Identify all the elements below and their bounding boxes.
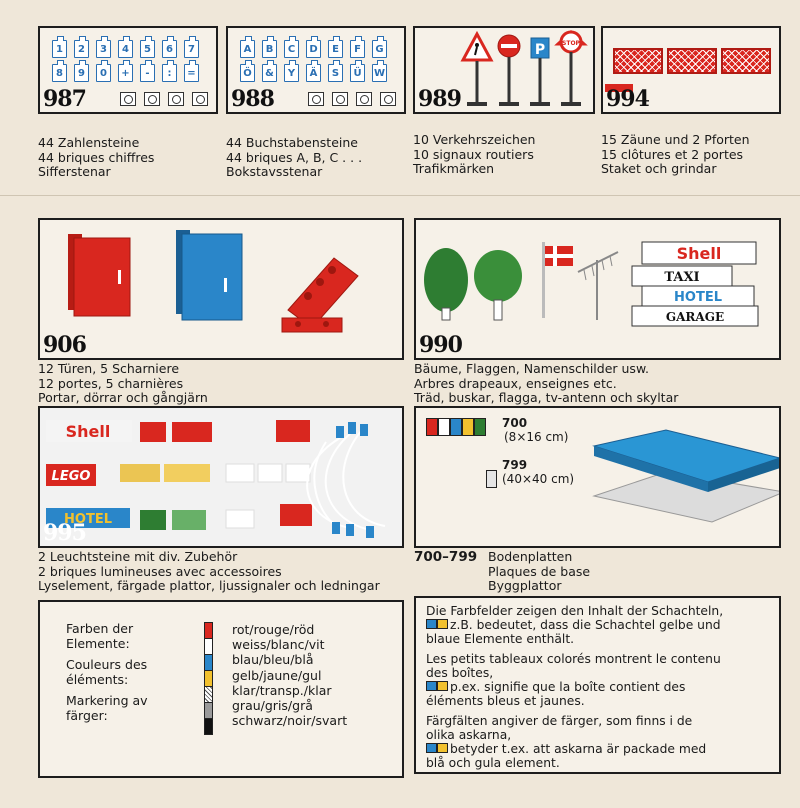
caption-line: 10 signaux routiers	[413, 146, 534, 162]
digit-brick: 1	[52, 40, 67, 58]
caption-line: 15 Zäune und 2 Pforten	[601, 132, 750, 147]
white-brick	[144, 92, 160, 106]
caption-line: Sifferstenar	[38, 164, 111, 179]
stop-label: STOP	[562, 40, 580, 47]
blue-yellow-swatch-icon	[437, 681, 448, 691]
parking-label: P	[534, 42, 546, 58]
red-door-icon	[68, 234, 130, 316]
swatch-red	[204, 622, 213, 639]
fence-piece	[667, 48, 717, 74]
swatch-clear	[204, 687, 213, 703]
hinge-icon	[282, 258, 358, 332]
digit-brick: 6	[162, 40, 177, 58]
product-number-995: 995	[43, 520, 86, 546]
letter-brick: D	[306, 40, 321, 58]
plate-799-label: 799	[502, 458, 528, 472]
letter-brick: B	[262, 40, 277, 58]
legend-swatch-column	[204, 622, 213, 735]
digit-brick: 8	[52, 64, 67, 82]
product-906-box	[38, 218, 404, 360]
product-994-box	[601, 26, 781, 114]
color-name: gelb/jaune/gul	[232, 667, 322, 683]
color-name: schwarz/noir/svart	[232, 713, 348, 729]
digit-brick: 9	[74, 64, 89, 82]
legend-color-names	[232, 622, 347, 728]
no-entry-sign-icon	[498, 35, 520, 103]
caption-line: Plaques de base	[488, 563, 591, 579]
letter-brick: C	[284, 40, 299, 58]
pedestrian-sign-icon	[463, 34, 491, 103]
white-brick	[192, 92, 208, 106]
caption-990	[414, 362, 678, 406]
swatch-yellow	[204, 671, 213, 687]
white-brick	[308, 92, 324, 106]
info-line: des boîtes,	[426, 666, 494, 680]
product-number-989: 989	[418, 86, 461, 112]
product-700-799-box	[414, 406, 781, 548]
caption-line: Arbres drapeaux, enseignes etc.	[414, 375, 617, 391]
caption-line: 15 clôtures et 2 portes	[601, 146, 744, 162]
product-988-box	[226, 26, 406, 114]
digit-brick: =	[184, 64, 199, 82]
blue-yellow-swatch-icon	[426, 681, 437, 691]
swatch-white	[204, 639, 213, 655]
digit-brick: 7	[184, 40, 199, 58]
caption-line: 44 briques chiffres	[38, 149, 155, 165]
color-name: weiss/blanc/vit	[232, 637, 325, 653]
color-name: grau/gris/grå	[232, 698, 313, 714]
garage-sign-icon	[632, 306, 758, 326]
caption-line: Byggplattor	[488, 578, 562, 593]
caption-989	[413, 133, 535, 177]
legend-heading: Farben der	[66, 621, 134, 636]
tv-antenna-icon	[578, 252, 618, 320]
cables-icon	[307, 430, 385, 530]
caption-994	[601, 133, 750, 177]
caption-line: 10 Verkehrszeichen	[413, 132, 536, 147]
info-line: éléments bleus et jaunes.	[426, 694, 585, 708]
info-line: blå och gula element.	[426, 756, 560, 770]
legend-heading: Elemente:	[66, 635, 130, 651]
blue-yellow-swatch-icon	[426, 743, 437, 753]
product-number-987: 987	[43, 86, 86, 112]
hotel-sign-icon	[642, 286, 754, 306]
digit-brick: 2	[74, 40, 89, 58]
caption-906	[38, 362, 208, 406]
caption-line: 12 Türen, 5 Scharniere	[38, 361, 180, 376]
caption-987	[38, 136, 154, 180]
product-number-906: 906	[43, 332, 86, 358]
plate-700-size: (8×16 cm)	[504, 430, 569, 444]
info-line: Die Farbfelder zeigen den Inhalt der Schachteln,	[426, 604, 724, 618]
caption-700-799	[414, 550, 590, 594]
shell-sign-icon	[642, 242, 756, 264]
shell-label-icon	[46, 420, 132, 442]
caption-line: Bodenplatten	[488, 549, 573, 564]
letter-brick: G	[372, 40, 387, 58]
plate-799-size: (40×40 cm)	[502, 472, 575, 486]
digit-brick: :	[162, 64, 177, 82]
caption-line: Trafikmärken	[413, 161, 495, 176]
info-line: Färgfälten angiver de färger, som finns i de	[426, 714, 693, 728]
color-name: rot/rouge/röd	[232, 622, 315, 637]
caption-line: 44 Zahlensteine	[38, 135, 140, 150]
caption-line: Bokstavsstenar	[226, 164, 323, 179]
shell-label: Shell	[65, 422, 111, 441]
info-line: olika askarna,	[426, 728, 512, 742]
lego-logo-icon	[46, 464, 96, 486]
white-brick	[168, 92, 184, 106]
caption-line: 44 Buchstabensteine	[226, 135, 358, 150]
doors-hinges-illustration	[40, 220, 402, 358]
fence-piece	[721, 48, 771, 74]
product-number-990: 990	[419, 332, 462, 358]
tree-icon	[424, 248, 468, 320]
info-line: p.ex. signifie que la boîte contient des	[450, 680, 686, 694]
swatch-grey	[204, 703, 213, 719]
legend-heading: Markering av	[66, 693, 148, 708]
caption-995	[38, 550, 380, 594]
product-989-box	[413, 26, 595, 114]
info-line: blaue Elemente enthält.	[426, 632, 575, 646]
legend-heading: Couleurs des	[66, 657, 148, 672]
caption-line: 44 briques A, B, C . . .	[226, 149, 363, 165]
product-number-700-799: 700–799	[414, 549, 478, 565]
caption-line: 2 briques lumineuses avec accessoires	[38, 563, 282, 579]
blue-yellow-swatch-icon	[437, 743, 448, 753]
caption-line: 2 Leuchtsteine mit div. Zubehör	[38, 549, 238, 564]
taxi-sign-label: TAXI	[664, 270, 700, 285]
light-bricks-illustration	[40, 408, 402, 546]
plate-700-label: 700	[502, 416, 528, 430]
caption-line: 12 portes, 5 charnières	[38, 375, 184, 391]
letter-brick: Ü	[350, 64, 365, 82]
caption-line: Bäume, Flaggen, Namenschilder usw.	[414, 361, 649, 376]
digit-brick: -	[140, 64, 155, 82]
product-990-box	[414, 218, 781, 360]
blue-yellow-swatch-icon	[437, 619, 448, 629]
color-name: blau/bleu/blå	[232, 652, 314, 668]
hotel-label: HOTEL	[64, 512, 112, 527]
legend-headings	[66, 622, 148, 723]
digit-brick: 3	[96, 40, 111, 58]
white-brick	[120, 92, 136, 106]
digit-brick: 4	[118, 40, 133, 58]
danish-flag-icon	[542, 242, 573, 318]
letter-brick: Ä	[306, 64, 321, 82]
stop-sign-icon	[558, 32, 584, 103]
product-995-box	[38, 406, 404, 548]
section-divider	[0, 195, 800, 196]
digit-brick: +	[118, 64, 133, 82]
white-brick	[332, 92, 348, 106]
parking-sign-icon	[531, 38, 549, 103]
letter-brick: E	[328, 40, 343, 58]
product-987-box	[38, 26, 218, 114]
letter-brick: W	[372, 64, 387, 82]
letter-brick: Ö	[240, 64, 255, 82]
letter-brick: S	[328, 64, 343, 82]
caption-line: Lyselement, färgade plattor, ljussignaler och ledningar	[38, 578, 380, 593]
white-brick	[356, 92, 372, 106]
white-brick	[380, 92, 396, 106]
blue-door-icon	[176, 230, 242, 320]
letter-brick: &	[262, 64, 277, 82]
caption-line: Portar, dörrar och gångjärn	[38, 390, 208, 405]
legend-heading: färger:	[66, 707, 108, 723]
swatch-black	[204, 719, 213, 735]
baseplates-illustration	[416, 408, 779, 546]
letter-brick: A	[240, 40, 255, 58]
info-line: betyder t.ex. att askarna är packade med	[450, 742, 707, 756]
info-line: z.B. bedeutet, dass die Schachtel gelbe und	[450, 618, 721, 632]
caption-line: Träd, buskar, flagga, tv-antenn och skyltar	[414, 390, 679, 405]
shell-sign-label: Shell	[676, 244, 722, 263]
letter-brick: F	[350, 40, 365, 58]
hotel-sign-label: HOTEL	[674, 290, 722, 305]
trees-signs-illustration	[416, 220, 779, 358]
legend-heading: éléments:	[66, 671, 129, 687]
info-line: Les petits tableaux colorés montrent le contenu	[426, 652, 721, 666]
digit-brick: 0	[96, 64, 111, 82]
color-legend-box	[38, 600, 404, 778]
product-number-994: 994	[606, 86, 649, 112]
taxi-sign-icon	[632, 266, 732, 286]
caption-988	[226, 136, 362, 180]
tree-icon	[474, 250, 522, 320]
color-name: klar/transp./klar	[232, 682, 332, 698]
letter-brick: Y	[284, 64, 299, 82]
info-box	[414, 596, 781, 774]
caption-line: Staket och grindar	[601, 161, 717, 176]
info-text	[426, 604, 723, 770]
blue-yellow-swatch-icon	[426, 619, 437, 629]
lego-label: LEGO	[51, 469, 91, 484]
swatch-blue	[204, 655, 213, 671]
fence-piece	[613, 48, 663, 74]
garage-sign-label: GARAGE	[665, 310, 725, 324]
product-number-988: 988	[231, 86, 274, 112]
digit-brick: 5	[140, 40, 155, 58]
